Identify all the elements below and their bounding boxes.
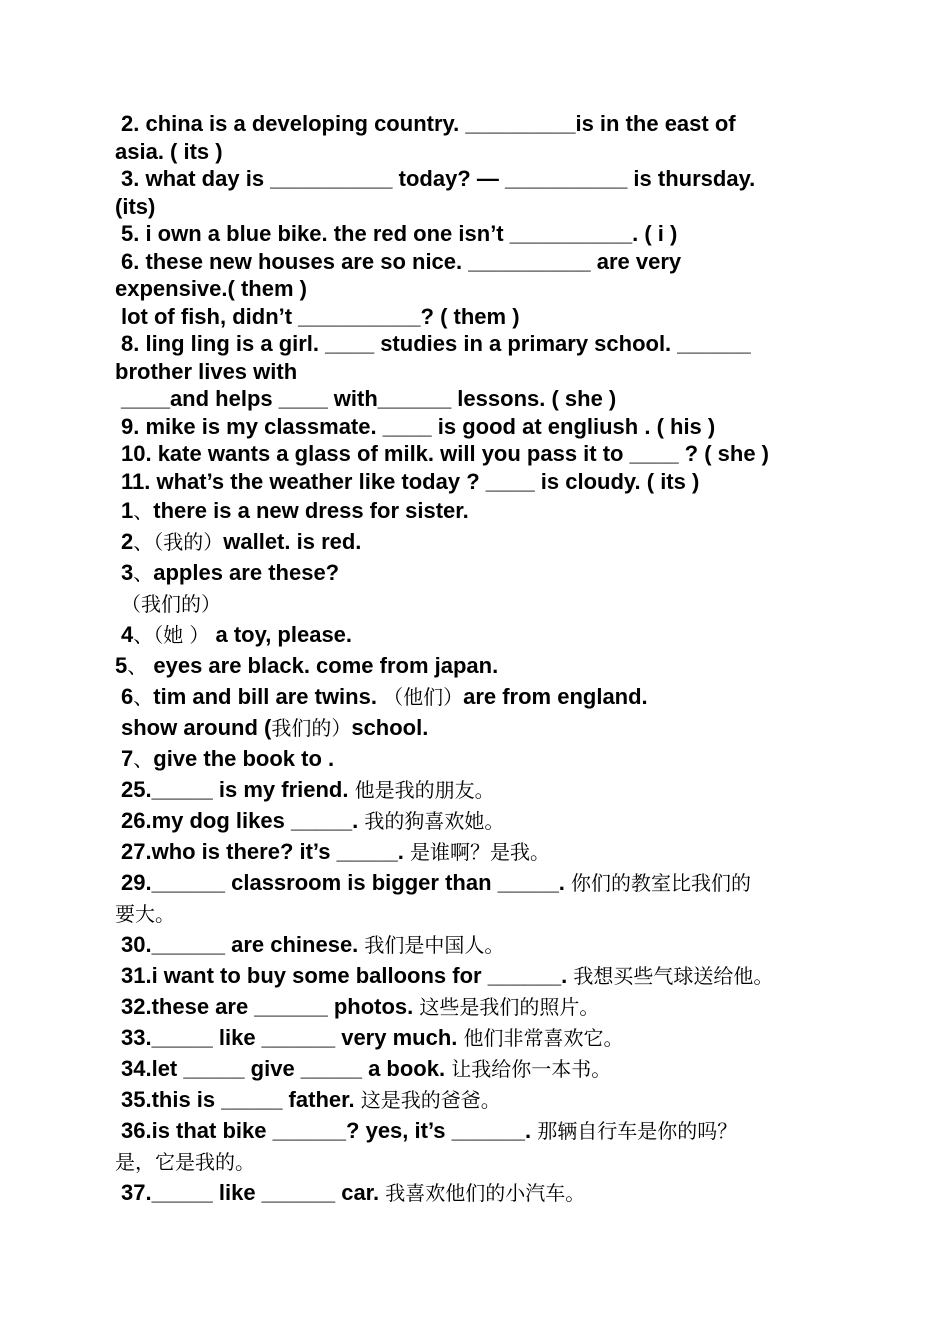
worksheet-line: 1、there is a new dress for sister.	[121, 498, 469, 523]
worksheet-line: 7、give the book to .	[121, 746, 335, 771]
chinese-text: 我们是中国人。	[364, 933, 505, 957]
chinese-text: ）	[189, 623, 210, 647]
worksheet-line: 4、（她 ） a toy, please.	[121, 622, 353, 647]
worksheet-line: expensive.( them )	[115, 276, 307, 301]
chinese-text: 让我给你一本书。	[451, 1057, 612, 1081]
worksheet-line: 8. ling ling is a girl. ____ studies in a primary school. ______	[121, 331, 751, 356]
worksheet-line: 5、 eyes are black. come from japan.	[115, 653, 499, 678]
worksheet-line: ____and helps ____ with______ lessons. ( she )	[121, 386, 617, 411]
worksheet-line: 5. i own a blue bike. the red one isn’t __________. ( i )	[121, 221, 678, 246]
chinese-text: 、	[133, 499, 154, 523]
worksheet-line: 32.these are ______ photos. 这些是我们的照片。	[121, 994, 600, 1019]
chinese-text: 那辆自行车是你的吗？	[537, 1119, 738, 1143]
worksheet-line: 27.who is there? it’s _____. 是谁啊？是我。	[121, 839, 550, 864]
worksheet-line: 9. mike is my classmate. ____ is good at engliush . ( his )	[121, 413, 716, 439]
worksheet-line: 34.let _____ give _____ a book. 让我给你一本书。	[121, 1056, 612, 1081]
worksheet-line: asia. ( its )	[115, 138, 223, 164]
worksheet-line: 2、（我的）wallet. is red.	[121, 529, 362, 554]
worksheet-line: 37._____ like ______ car. 我喜欢他们的小汽车。	[121, 1180, 586, 1205]
worksheet-line: 10. kate wants a glass of milk. will you pass it to ____ ? ( she )	[121, 441, 770, 466]
chinese-text: （他们）	[383, 685, 464, 709]
worksheet-line: 36.is that bike ______? yes, it’s ______. 那辆自行车是你的吗？	[121, 1118, 738, 1143]
worksheet-line: 3. what day is __________ today? — __________ is thursday.	[121, 166, 756, 191]
worksheet-body	[115, 110, 855, 1208]
worksheet-line: 35.this is _____ father. 这是我的爸爸。	[121, 1087, 501, 1112]
worksheet-line	[115, 588, 855, 619]
chinese-text: 我喜欢他们的小汽车。	[385, 1181, 586, 1205]
worksheet-line: 3、apples are these?	[121, 560, 340, 585]
chinese-text: 要大。	[115, 902, 175, 926]
chinese-text: 、	[133, 747, 154, 771]
chinese-text: 、	[133, 685, 154, 709]
chinese-text: 这些是我们的照片。	[419, 995, 600, 1019]
chinese-text: 、（我的）	[133, 530, 224, 554]
chinese-text: 这是我的爸爸。	[360, 1088, 501, 1112]
worksheet-line: (its)	[115, 193, 156, 219]
chinese-text: 是谁啊？是我。	[409, 840, 550, 864]
worksheet-line: 6. these new houses are so nice. __________ are very	[121, 248, 682, 274]
chinese-text: 、（她	[133, 623, 184, 647]
chinese-text: 你们的教室比我们的	[571, 871, 752, 895]
worksheet-line: 29.______ classroom is bigger than _____. 你们的教室比我们的	[121, 870, 752, 895]
worksheet-line	[115, 898, 855, 929]
worksheet-line: show around (我们的）school.	[121, 715, 429, 740]
chinese-text: 、	[127, 654, 148, 678]
worksheet-line: 30.______ are chinese. 我们是中国人。	[121, 932, 505, 957]
worksheet-line: 6、tim and bill are twins. （他们）are from england.	[121, 684, 648, 709]
chinese-text: 是，它是我的。	[115, 1150, 255, 1174]
worksheet-line: 31.i want to buy some balloons for ______. 我想买些气球送给他。	[121, 963, 774, 988]
worksheet-line: 26.my dog likes _____. 我的狗喜欢她。	[121, 808, 505, 833]
worksheet-line: 2. china is a developing country. _________is in the east of	[121, 111, 736, 136]
worksheet-line: 25._____ is my friend. 他是我的朋友。	[121, 777, 495, 802]
chinese-text: 、	[133, 561, 154, 585]
worksheet-line: 33._____ like ______ very much. 他们非常喜欢它。	[121, 1025, 624, 1050]
chinese-text: （我们的）	[121, 592, 221, 616]
chinese-text: 他是我的朋友。	[354, 778, 495, 802]
worksheet-line: 11. what’s the weather like today ? ____ is cloudy. ( its )	[121, 468, 700, 494]
chinese-text: 我的狗喜欢她。	[364, 809, 505, 833]
chinese-text: 我们的）	[271, 716, 352, 740]
chinese-text: 我想买些气球送给他。	[573, 964, 774, 988]
worksheet-line: brother lives with	[115, 358, 298, 384]
worksheet-line	[115, 1146, 855, 1177]
worksheet-line: lot of fish, didn’t __________? ( them )	[121, 303, 520, 329]
chinese-text: 他们非常喜欢它。	[463, 1026, 624, 1050]
